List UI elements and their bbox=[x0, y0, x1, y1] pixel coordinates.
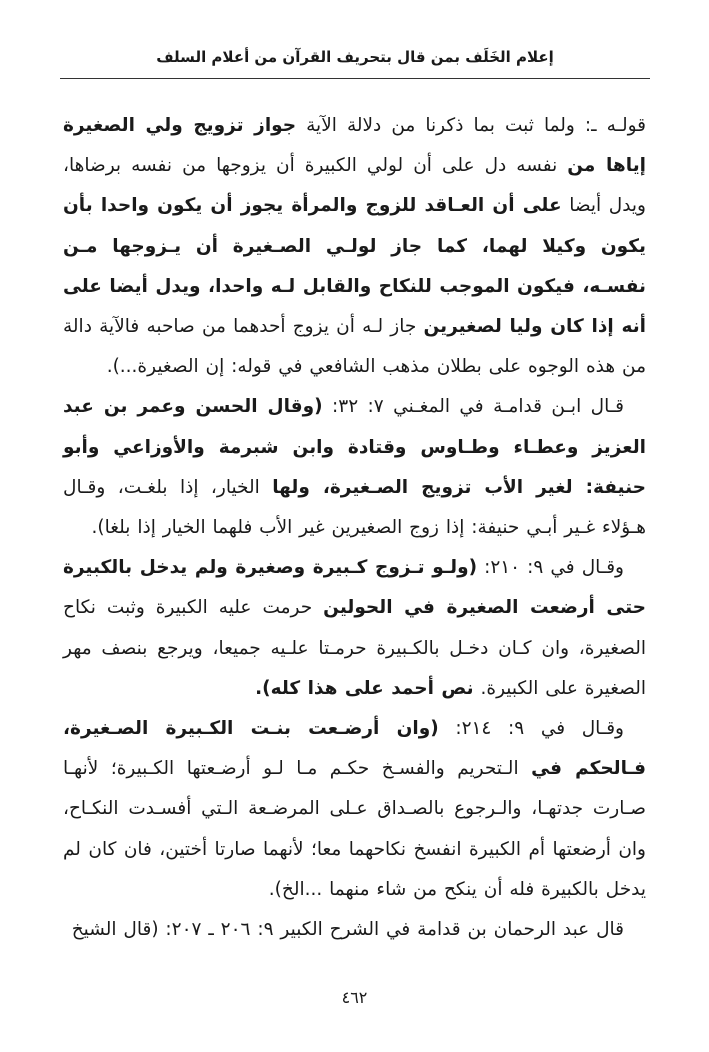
text-span: قال عبد الرحمان بن قدامة في الشرح الكبير ٩: ٢٠٦ ـ ٢٠٧: (قال الشيخ bbox=[71, 919, 624, 941]
text-span: الخيار، إذا بلغـت، وقـال هـؤلاء غـير أبـي حنيفة: إذا زوج الصغيرين غير الأب فلهما الخيار إذا بلغا). bbox=[63, 476, 646, 539]
text-span: نفسه دل على أن لولي الكبيرة أن يزوجها من نفسه برضاها، ويدل أيضا bbox=[63, 155, 646, 217]
paragraph bbox=[63, 387, 646, 548]
bold-text-span: على أن العـاقد للزوج والمرأة يجوز أن يكون واحدا بأن يكون وكيلا لهما، كما جاز لولـي الصـغيرة أن يـزوجها مـن نفسـه، فيكون الموجب للنكاح والقابل لـه واحدا، ويدل أيضا على أنه إذا كان وليا لصغيرين bbox=[63, 195, 646, 338]
text-span: قولـه ـ: ولما ثبت بما ذكرنا من دلالة الآية bbox=[296, 115, 646, 136]
bold-text-span: نص أحمد على هذا كله). bbox=[255, 677, 474, 699]
paragraph bbox=[63, 548, 646, 709]
text-span: وقـال في ٩: ٢١٤: bbox=[438, 718, 624, 740]
text-span: الـتحريم والفسـخ حكـم مـا لـو أرضـعتها الكـبيرة؛ لأنهـا صـارت جدتهـا، والـرجوع بالصـداق عـلى المرضـعة الـتي أفسـدت النكـاح، وان أرضعتها أم الكبيرة انفسخ نكاحهما معا؛ لأنهما صارتا أختين، فان كان لم يدخل بالكبيرة فله أن ينكح من شاء منهما ...الخ). bbox=[63, 758, 646, 900]
page-number: ٤٦٢ bbox=[341, 988, 368, 1007]
text-span: وقـال في ٩: ٢١٠: bbox=[477, 557, 624, 579]
text-span: حرمت عليه الكبيرة وثبت نكاح الصغيرة، وان كـان دخـل بالكـبيرة حرمـتا علـيه جميعا، ويرجع بنصف مهر الصغيرة على الكبيرة. bbox=[63, 597, 646, 699]
bold-text-span: جواز تزويج ولي الصغيرة إياها من bbox=[63, 115, 646, 177]
paragraph bbox=[63, 910, 646, 950]
bold-text-span: (وقال الحسن وعمر بن عبد العزيز وعطـاء وطـاوس وقتادة وابن شبرمة والأوزاعي وأبو حنيفة: لغير الأب تزويج الصـغيرة، ولها bbox=[63, 396, 646, 498]
bold-text-span: (وان أرضـعت بنـت الكـبيرة الصـغيرة، فـالحكم في bbox=[63, 718, 647, 780]
bold-text-span: (ولـو تـزوج كـبيرة وصغيرة ولم يدخل بالكبيرة حتى أرضعت الصغيرة في الحولين bbox=[63, 557, 646, 619]
text-span: جاز لـه أن يزوج أحدهما من صاحبه فالآية دالة من هذه الوجوه على بطلان مذهب الشافعي في قوله: إن الصغيرة...). bbox=[63, 316, 646, 378]
paragraph bbox=[63, 106, 646, 387]
body-text bbox=[63, 106, 646, 950]
paragraph bbox=[63, 709, 646, 910]
text-span: قـال ابـن قدامـة في المغـني ٧: ٣٢: bbox=[322, 396, 624, 418]
header-divider bbox=[60, 78, 650, 79]
running-header: إعلام الخَلَف بمن قال بتحريف القرآن من أعلام السلف bbox=[156, 48, 554, 66]
